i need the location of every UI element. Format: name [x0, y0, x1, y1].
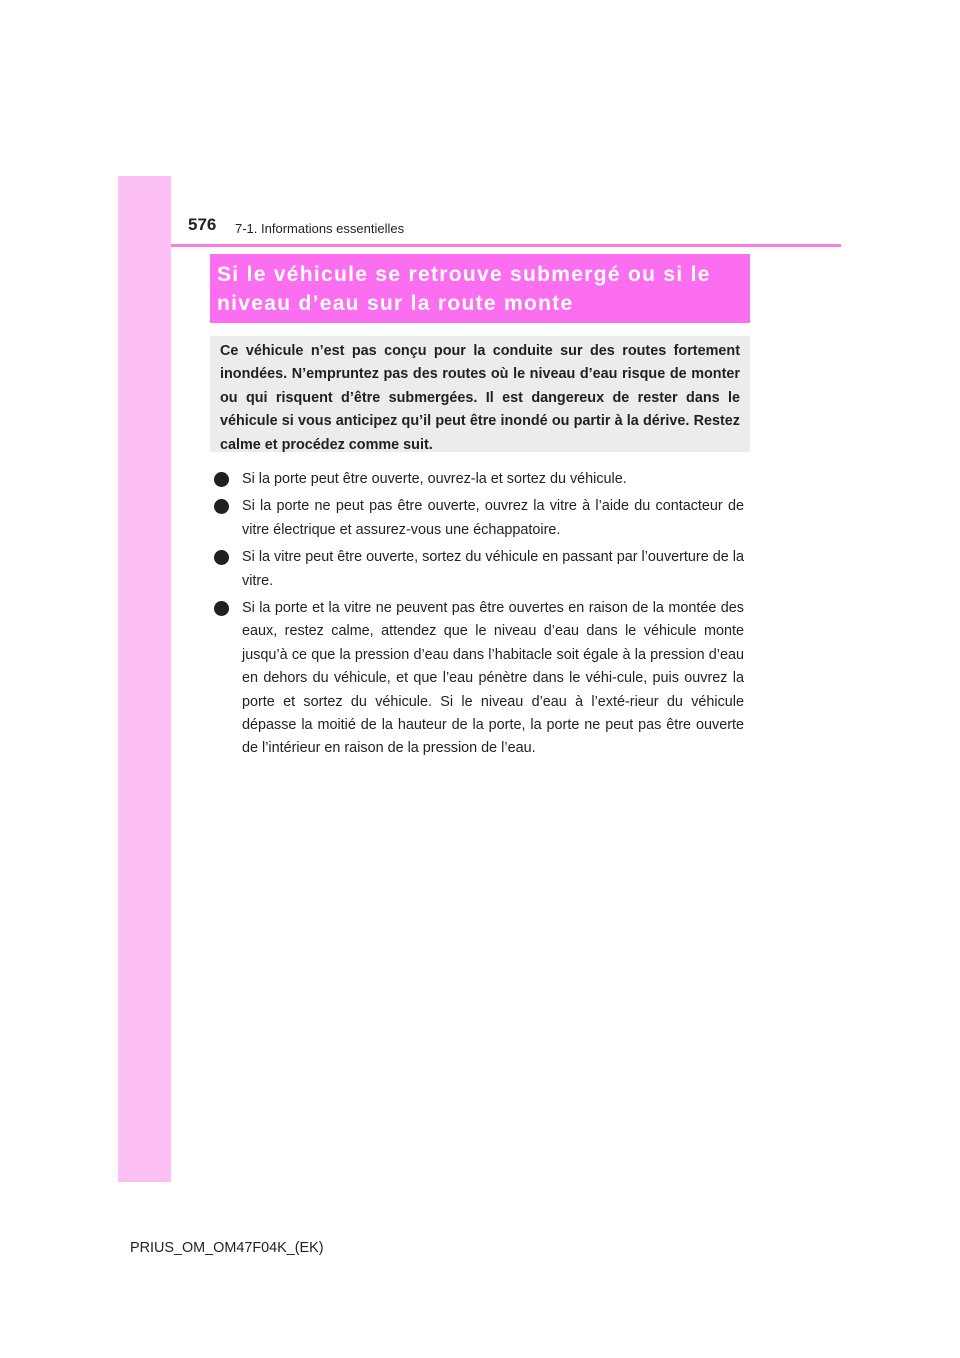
list-item	[214, 495, 744, 542]
section-title-line-2: niveau d’eau sur la route monte	[217, 292, 574, 315]
list-item-text: Si la porte et la vitre ne peuvent pas être ouvertes en raison de la montée des eaux, restez calme, attendez que le niveau d’eau dans le véhicule monte jusqu’à ce que la pression d’eau dans l’habitacle soit égale à la pression d’eau en dehors du véhicule, et que l’eau pénètre dans le véhi-cule, puis ouvrez la porte et sortez du véhicule. Si le niveau d’eau à l’exté-rieur du véhicule dépasse la moitié de la hauteur de la porte, la porte ne peut pas être ouverte de l’intérieur en raison de la pression de l’eau.	[242, 600, 744, 757]
list-item-text: Si la vitre peut être ouverte, sortez du véhicule en passant par l’ouverture de la vitre.	[242, 549, 744, 589]
side-tab	[118, 176, 171, 1182]
page-number: 576	[188, 215, 217, 234]
list-item	[214, 468, 744, 491]
bullet-icon	[214, 472, 229, 487]
section-header: 7-1. Informations essentielles	[235, 221, 405, 236]
document-code: PRIUS_OM_OM47F04K_(EK)	[130, 1240, 324, 1256]
bullet-icon	[214, 499, 229, 514]
instruction-list	[214, 468, 744, 765]
list-item-text: Si la porte peut être ouverte, ouvrez-la et sortez du véhicule.	[242, 471, 627, 487]
section-title-box	[210, 254, 750, 323]
list-item-text: Si la porte ne peut pas être ouverte, ouvrez la vitre à l’aide du contacteur de vitre électrique et assurez-vous une échappatoire.	[242, 498, 744, 538]
list-item	[214, 546, 744, 593]
section-title-line-1: Si le véhicule se retrouve submergé ou si le	[217, 263, 711, 286]
intro-text: Ce véhicule n’est pas conçu pour la conduite sur des routes fortement inondées. N’empruntez pas des routes où le niveau d’eau risque de monter ou qui risquent d’être submergées. Il est dangereux de rester dans le véhicule si vous anticipez qu’il peut être inondé ou partir à la dérive. Restez calme et procédez comme suit.	[220, 343, 740, 453]
bullet-icon	[214, 601, 229, 616]
bullet-icon	[214, 550, 229, 565]
section-title	[217, 260, 742, 318]
header-divider	[171, 244, 841, 247]
intro-box	[210, 336, 750, 452]
list-item	[214, 597, 744, 761]
